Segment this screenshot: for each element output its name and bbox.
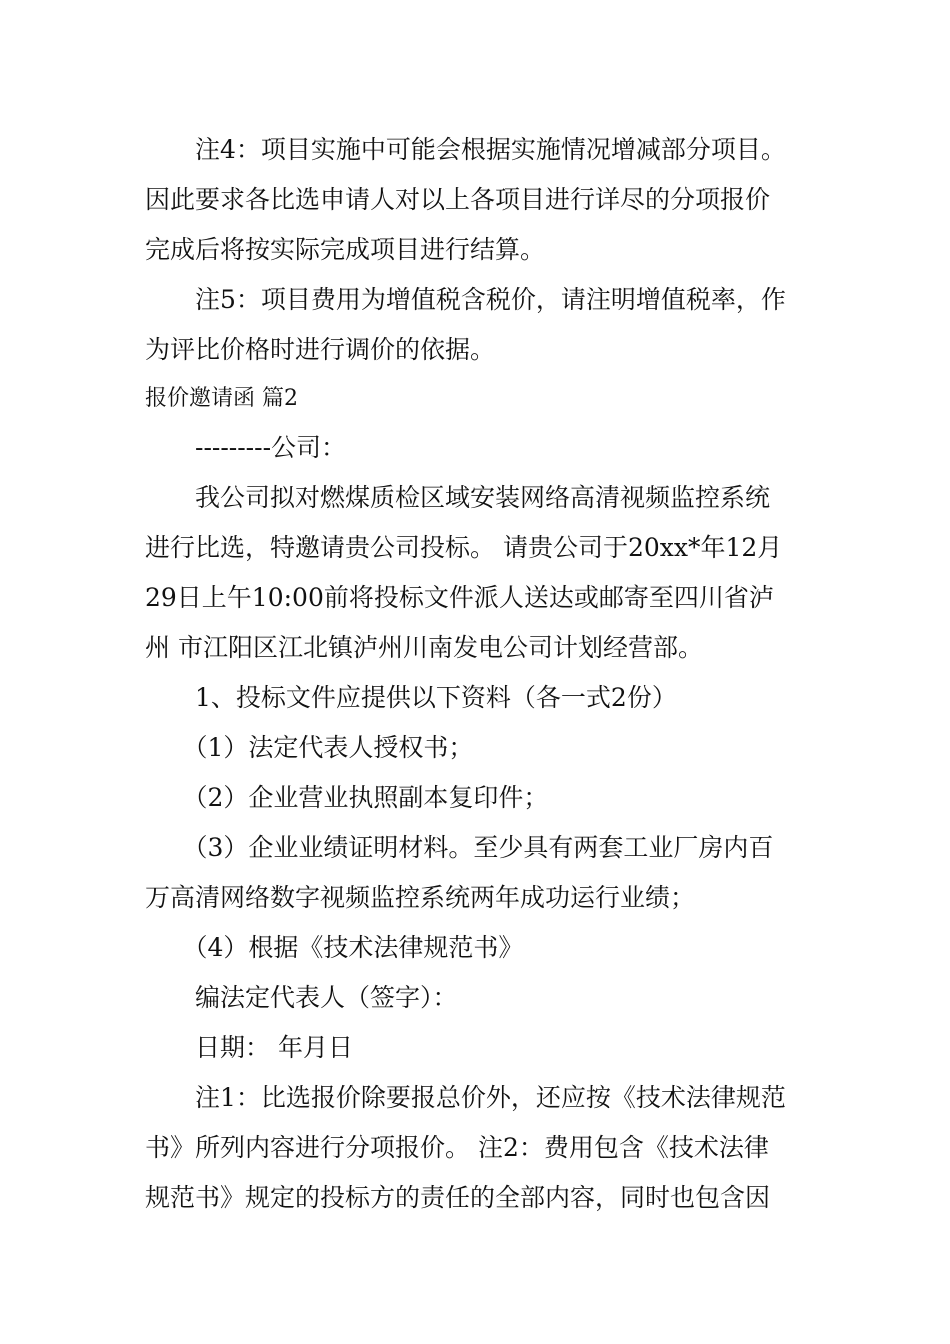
date-line: 日期： 年月日 — [145, 1033, 353, 1062]
note-4-line-1: 注4：项目实施中可能会根据实施情况增减部分项目。 — [145, 135, 786, 164]
salutation-line: ---------公司： — [145, 433, 347, 462]
section-heading: 报价邀请函 篇2 — [145, 386, 298, 411]
note-1-line-2: 书》所列内容进行分项报价。 注2：费用包含《技术法律 — [145, 1133, 769, 1162]
invitation-line-3: 29日上午10:00前将投标文件派人送达或邮寄至四川省泸 — [145, 583, 774, 612]
note-1-line-1: 注1：比选报价除要报总价外，还应按《技术法律规范 — [145, 1083, 786, 1112]
material-item-2: （2）企业营业执照副本复印件； — [145, 783, 549, 812]
note-5-line-2: 为评比价格时进行调价的依据。 — [145, 335, 496, 364]
invitation-line-2: 进行比选，特邀请贵公司投标。 请贵公司于20xx*年12月 — [145, 533, 783, 562]
invitation-line-4: 州 市江阳区江北镇泸州川南发电公司计划经营部。 — [145, 633, 703, 662]
material-item-3-line-2: 万高清网络数字视频监控系统两年成功运行业绩； — [145, 883, 696, 912]
signature-line: 编法定代表人（签字）： — [145, 983, 458, 1012]
material-item-3-line-1: （3）企业业绩证明材料。至少具有两套工业厂房内百 — [145, 833, 774, 862]
note-2-line-1: 规范书》规定的投标方的责任的全部内容，同时也包含因 — [145, 1183, 771, 1212]
note-5-line-1: 注5：项目费用为增值税含税价，请注明增值税率，作 — [145, 285, 786, 314]
material-item-1: （1）法定代表人授权书； — [145, 733, 474, 762]
materials-intro-line: 1、投标文件应提供以下资料（各一式2份） — [145, 683, 677, 712]
material-item-4: （4）根据《技术法律规范书》 — [145, 933, 524, 962]
note-4-line-2: 因此要求各比选申请人对以上各项目进行详尽的分项报价 — [145, 185, 771, 214]
note-4-line-3: 完成后将按实际完成项目进行结算。 — [145, 235, 546, 264]
invitation-line-1: 我公司拟对燃煤质检区域安装网络高清视频监控系统 — [145, 483, 771, 512]
